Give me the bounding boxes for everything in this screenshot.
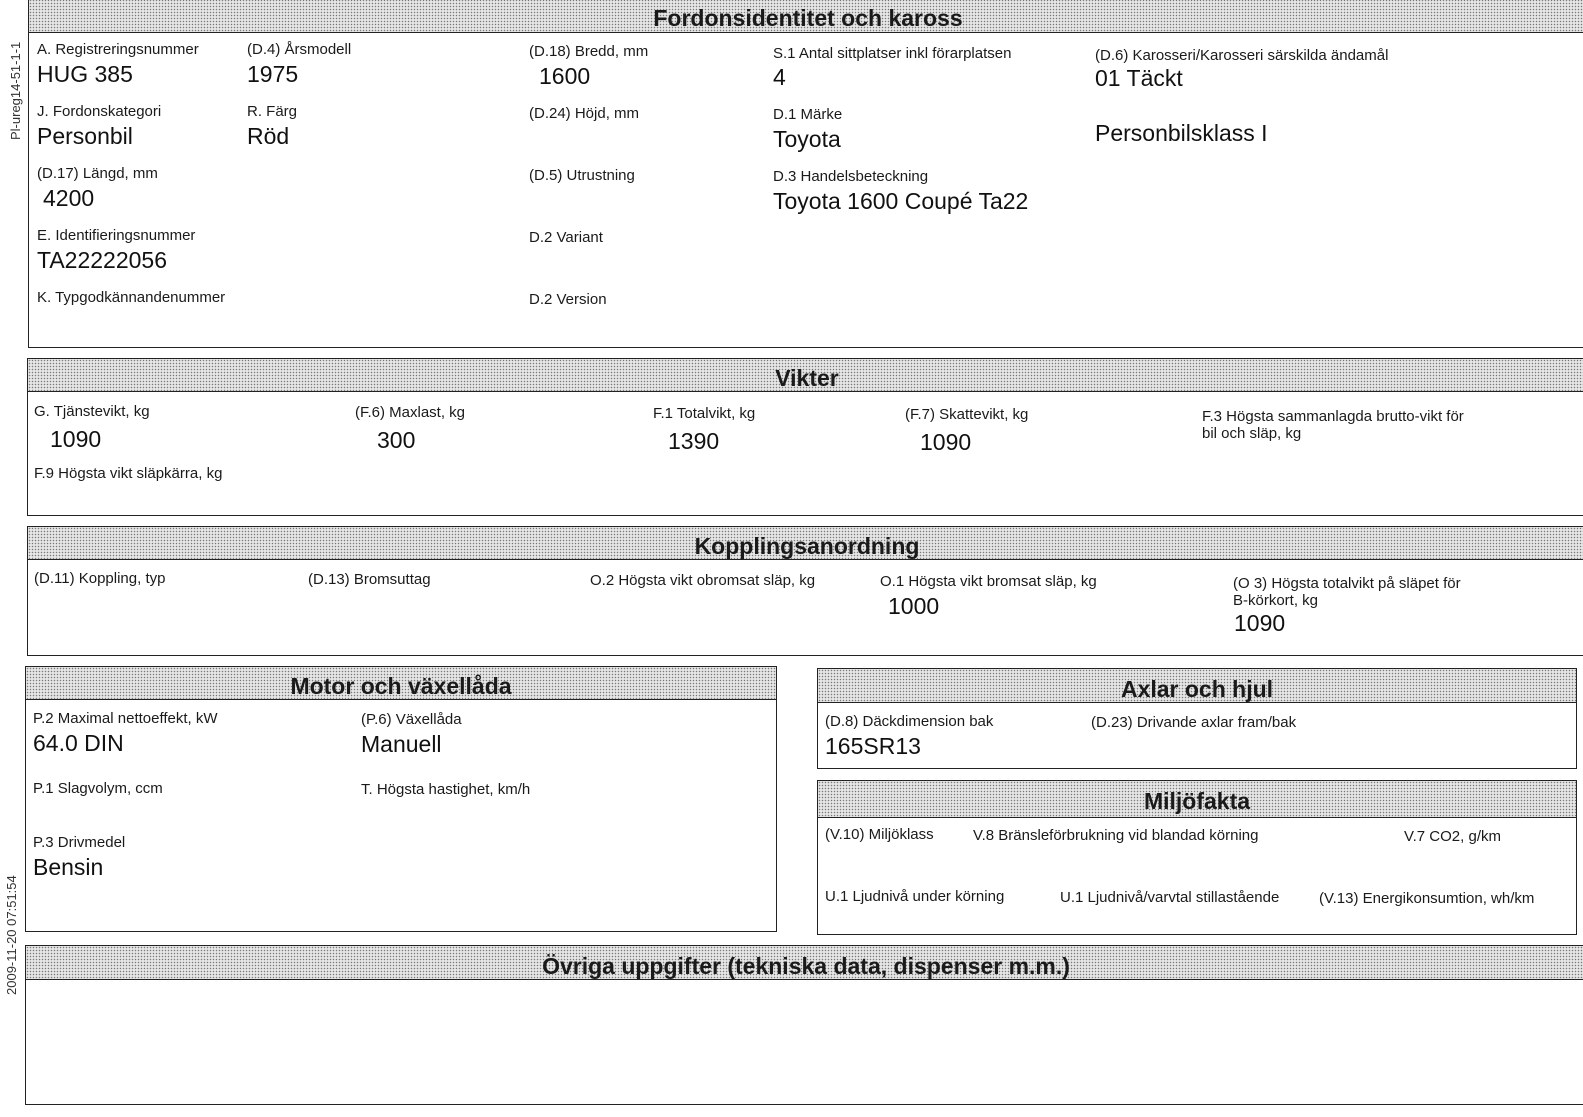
label-maxlast: (F.6) Maxlast, kg: [355, 404, 466, 421]
value-totalvikt-b-korkort: 1090: [1234, 610, 1286, 636]
section-vikter: [27, 358, 1583, 516]
label-co2: V.7 CO2, g/km: [1404, 828, 1501, 845]
label-slapkarra: F.9 Högsta vikt släpkärra, kg: [34, 465, 223, 482]
label-identifieringsnummer: E. Identifieringsnummer: [37, 227, 196, 244]
label-marke: D.1 Märke: [773, 106, 843, 123]
label-version: D.2 Version: [529, 291, 607, 308]
label-drivmedel: P.3 Drivmedel: [33, 834, 126, 851]
section-title-motor: Motor och växellåda: [26, 667, 776, 700]
label-totalvikt: F.1 Totalvikt, kg: [653, 405, 756, 422]
label-bromsuttag: (D.13) Bromsuttag: [308, 571, 431, 588]
section-title-miljofakta: Miljöfakta: [818, 781, 1576, 818]
label-nettoeffekt: P.2 Maximal nettoeffekt, kW: [33, 710, 218, 727]
label-miljoklass: (V.10) Miljöklass: [825, 826, 934, 843]
label-slagvolym: P.1 Slagvolym, ccm: [33, 780, 163, 797]
value-tjanstevikt: 1090: [50, 426, 102, 452]
value-bredd: 1600: [539, 63, 591, 89]
section-motor: [25, 666, 777, 932]
label-skattevikt: (F.7) Skattevikt, kg: [905, 406, 1029, 423]
section-ovriga: [25, 945, 1583, 1105]
label-farg: R. Färg: [247, 103, 298, 120]
timestamp-side-text: 2009-11-20 07:51:54: [4, 875, 19, 995]
label-langd: (D.17) Längd, mm: [37, 165, 158, 182]
value-bromsat-slap: 1000: [888, 593, 940, 619]
value-skattevikt: 1090: [920, 429, 972, 455]
section-fordonsidentitet: [28, 0, 1583, 348]
label-handelsbeteckning: D.3 Handelsbeteckning: [773, 168, 929, 185]
label-sittplatser: S.1 Antal sittplatser inkl förarplatsen: [773, 45, 1012, 62]
value-identifieringsnummer: TA22222056: [37, 247, 168, 273]
label-ljudniva-stillastaende: U.1 Ljudnivå/varvtal stillastående: [1060, 889, 1280, 906]
label-variant: D.2 Variant: [529, 229, 603, 246]
label-energikonsumtion: (V.13) Energikonsumtion, wh/km: [1319, 890, 1535, 907]
label-vaxellada: (P.6) Växellåda: [361, 711, 462, 728]
section-title-axlar: Axlar och hjul: [818, 669, 1576, 703]
value-langd: 4200: [43, 185, 95, 211]
label-tjanstevikt: G. Tjänstevikt, kg: [34, 403, 150, 420]
label-hojd: (D.24) Höjd, mm: [529, 105, 640, 122]
label-koppling-typ: (D.11) Koppling, typ: [34, 570, 166, 587]
label-bransleforbrukning: V.8 Bränsleförbrukning vid blandad körning: [973, 827, 1259, 844]
value-fordonskategori: Personbil: [37, 123, 133, 149]
value-registreringsnummer: HUG 385: [37, 61, 133, 87]
value-arsmodell: 1975: [247, 61, 299, 87]
label-utrustning: (D.5) Utrustning: [529, 167, 635, 184]
value-farg: Röd: [247, 123, 290, 149]
value-sittplatser: 4: [773, 64, 786, 90]
label-dackdimension: (D.8) Däckdimension bak: [825, 713, 994, 730]
label-registreringsnummer: A. Registreringsnummer: [37, 41, 199, 58]
value-dackdimension: 165SR13: [825, 733, 921, 759]
section-kopplingsanordning: [27, 526, 1583, 656]
label-typgodkannandenummer: K. Typgodkännandenummer: [37, 289, 226, 306]
section-axlar: [817, 668, 1577, 769]
value-drivmedel: Bensin: [33, 854, 104, 880]
value-handelsbeteckning: Toyota 1600 Coupé Ta22: [773, 188, 1029, 214]
label-bromsat-slap: O.1 Högsta vikt bromsat släp, kg: [880, 573, 1097, 590]
label-arsmodell: (D.4) Årsmodell: [247, 41, 352, 58]
label-totalvikt-b-korkort: (O 3) Högsta totalvikt på släpet för B-körkort, kg: [1233, 575, 1461, 609]
section-title-vikter: Vikter: [28, 359, 1583, 392]
label-fordonskategori: J. Fordonskategori: [37, 103, 162, 120]
value-totalvikt: 1390: [668, 428, 720, 454]
section-miljofakta: [817, 780, 1577, 935]
label-sammanlagd-bruttovikt: F.3 Högsta sammanlagda brutto-vikt för bil och släp, kg: [1202, 408, 1464, 442]
section-title-ovriga: Övriga uppgifter (tekniska data, dispenser m.m.): [26, 946, 1583, 980]
label-hogsta-hastighet: T. Högsta hastighet, km/h: [361, 781, 531, 798]
label-bredd: (D.18) Bredd, mm: [529, 43, 649, 60]
form-code-side-text: Pl-ureg14-51-1-1: [8, 41, 23, 140]
label-karosseri: (D.6) Karosseri/Karosseri särskilda ändamål: [1095, 47, 1389, 64]
label-drivande-axlar: (D.23) Drivande axlar fram/bak: [1091, 714, 1297, 731]
label-ljudniva-korning: U.1 Ljudnivå under körning: [825, 888, 1005, 905]
value-nettoeffekt: 64.0 DIN: [33, 730, 124, 756]
section-title-kopplingsanordning: Kopplingsanordning: [28, 527, 1583, 560]
value-maxlast: 300: [377, 427, 416, 453]
value-karosseri: 01 Täckt: [1095, 65, 1183, 91]
value-vaxellada: Manuell: [361, 731, 442, 757]
value-marke: Toyota: [773, 126, 841, 152]
value-personbilsklass: Personbilsklass I: [1095, 120, 1268, 146]
section-title-fordonsidentitet: Fordonsidentitet och kaross: [29, 0, 1583, 33]
label-obromsat-slap: O.2 Högsta vikt obromsat släp, kg: [590, 572, 816, 589]
